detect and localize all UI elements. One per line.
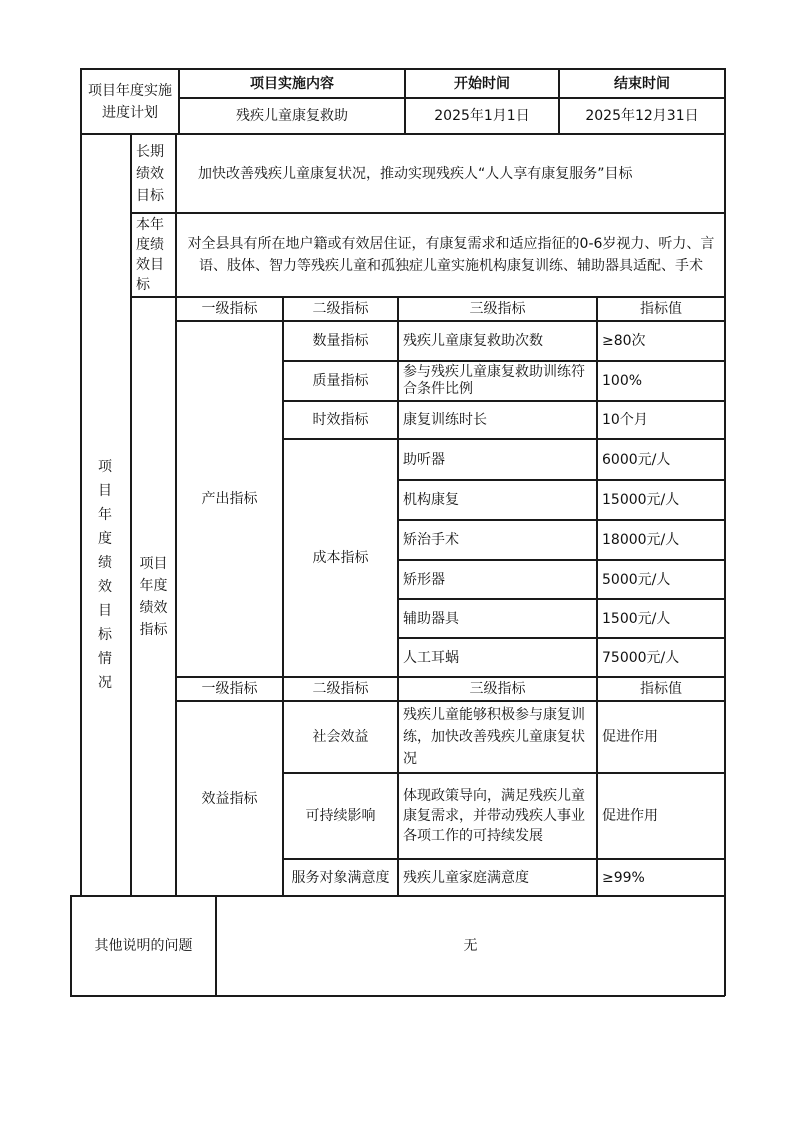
- end-time-value: 2025年12月31日: [585, 108, 699, 124]
- satisfaction-item: 残疾儿童家庭满意度: [403, 869, 529, 886]
- quantity-indicator-label: 数量指标: [312, 333, 369, 349]
- benefit-indicator-label: 效益指标: [201, 790, 258, 807]
- social-benefit-item: 残疾儿童能够积极参与康复训练，加快改善残疾儿童康复状况: [403, 707, 585, 767]
- social-benefit-value: 促进作用: [602, 729, 658, 745]
- cost-indicator-label: 成本指标: [312, 550, 369, 566]
- timeliness-indicator-label: 时效指标: [312, 412, 369, 428]
- cost-value: 75000元/人: [602, 649, 680, 666]
- cost-item: 矫形器: [403, 571, 445, 588]
- header-level2: 二级指标: [312, 301, 369, 317]
- cost-value: 6000元/人: [602, 451, 671, 468]
- quantity-item: 残疾儿童康复救助次数: [403, 333, 543, 349]
- annual-target-text: 对全县具有所在地户籍或有效居住证，有康复需求和适应指征的0-6岁视力、听力、言语、肢体、智力等残疾儿童和孤独症儿童实施机构康复训练、辅助器具适配、手术: [187, 236, 715, 274]
- cost-value: 1500元/人: [602, 610, 671, 627]
- header-level3: 三级指标: [469, 681, 526, 697]
- quality-indicator-label: 质量指标: [312, 373, 369, 389]
- long-term-label: 长期绩效目标: [136, 143, 164, 204]
- header-project-content: 项目实施内容: [250, 75, 334, 92]
- sustainability-value: 促进作用: [602, 808, 658, 824]
- other-notes-label: 其他说明的问题: [94, 938, 193, 954]
- other-notes-text: 无: [463, 938, 478, 954]
- header-value: 指标值: [640, 681, 682, 697]
- cost-value: 5000元/人: [602, 571, 671, 588]
- header-level2: 二级指标: [312, 681, 369, 697]
- header-start-time: 开始时间: [454, 75, 510, 92]
- indicators-label: 项目年度绩效指标: [139, 555, 168, 638]
- social-benefit-label: 社会效益: [312, 729, 369, 745]
- cost-item: 机构康复: [403, 492, 459, 508]
- long-term-text: 加快改善残疾儿童康复状况，推动实现残疾人“人人享有康复服务”目标: [198, 165, 633, 182]
- output-indicator-label: 产出指标: [201, 491, 258, 507]
- timeliness-value: 10个月: [602, 412, 648, 428]
- satisfaction-value: ≥99%: [602, 869, 645, 886]
- cost-item: 助听器: [403, 451, 445, 468]
- header-level1: 一级指标: [201, 681, 258, 697]
- timeliness-item: 康复训练时长: [403, 412, 487, 428]
- start-time-value: 2025年1月1日: [434, 108, 530, 124]
- quantity-value: ≥80次: [602, 333, 646, 349]
- cost-item: 矫治手术: [403, 532, 459, 548]
- sustainability-label: 可持续影响: [305, 808, 376, 824]
- header-level1: 一级指标: [201, 301, 258, 317]
- header-end-time: 结束时间: [614, 75, 670, 92]
- table-border-left: [80, 68, 82, 896]
- cost-value: 18000元/人: [602, 532, 680, 548]
- cost-item: 人工耳蜗: [403, 649, 459, 666]
- cost-value: 15000元/人: [602, 492, 680, 508]
- perf-section-label: 项目年度绩效目标情况: [98, 459, 112, 691]
- cost-item: 辅助器具: [403, 610, 459, 627]
- table-border-bottom: [70, 995, 725, 997]
- project-content-value: 残疾儿童康复救助: [236, 108, 348, 124]
- quality-value: 100%: [602, 373, 643, 389]
- satisfaction-label: 服务对象满意度: [291, 869, 390, 886]
- header-value: 指标值: [640, 301, 682, 317]
- header-level3: 三级指标: [469, 301, 526, 317]
- quality-item: 参与残疾儿童康复救助训练符合条件比例: [403, 364, 585, 397]
- annual-target-label: 本年度绩效目标: [136, 217, 164, 293]
- sustainability-item: 体现政策导向，满足残疾儿童康复需求，并带动残疾人事业各项工作的可持续发展: [403, 788, 585, 844]
- table-border-right: [724, 68, 726, 996]
- schedule-row-label: 项目年度实施进度计划: [88, 82, 172, 121]
